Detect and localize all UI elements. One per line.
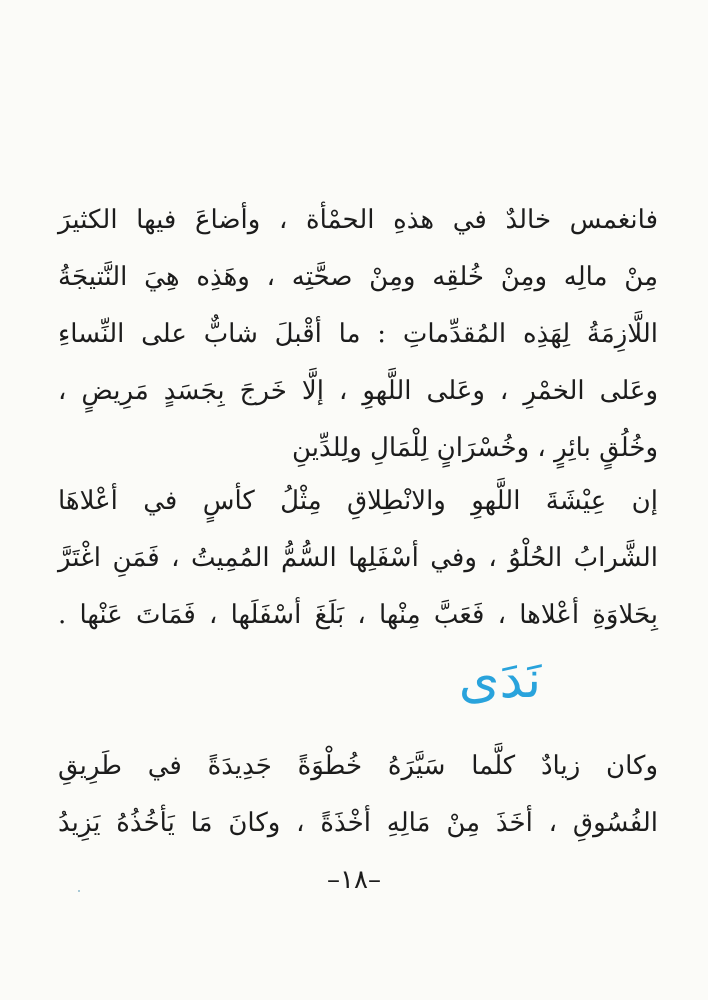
paragraph-line: الشَّرابُ الحُلْوُ ، وفي أسْفَلِها السُّمُّ المُمِيتُ ، فَمَنِ اغْتَرَّ — [58, 543, 658, 573]
paragraph-line: اللَّازِمَةُ لِهَذِه المُقدِّماتِ : ما أقْبلَ شابٌّ على النِّساءِ — [58, 319, 658, 349]
paragraph-line: إن عِيْشَةَ اللَّهوِ والانْطِلاقِ مِثْلُ كأسٍ في أعْلاهَا — [58, 486, 658, 516]
paragraph-line: وعَلى الخمْرِ ، وعَلى اللَّهوِ ، إلَّا خَرجَ بِجَسَدٍ مَرِيضٍ ، — [58, 376, 658, 406]
paper-speck — [78, 890, 80, 892]
paragraph-line: بِحَلاوَةِ أعْلاها ، فَعَبَّ مِنْها ، بَلَغَ أسْفَلَها ، فَمَاتَ عَنْها . — [58, 600, 658, 630]
paragraph-line: فانغمس خالدٌ في هذهِ الحمْأة ، وأضاعَ فيها الكثيرَ — [58, 205, 658, 235]
paragraph-three — [58, 738, 658, 852]
paragraph-line: مِنْ مالِه ومِنْ خُلقِه ومِنْ صحَّتِه ، وهَذِه هِيَ النَّتيجَةُ — [58, 262, 658, 292]
page-number: –١٨– — [327, 865, 381, 895]
paragraph-two — [58, 473, 658, 644]
paragraph-line: وكان زيادٌ كلَّما سَيَّرَهُ خُطْوَةً جَدِيدَةً في طَرِيقِ — [58, 751, 658, 781]
paragraph-one — [58, 192, 658, 477]
paragraph-line: الفُسُوقِ ، أخَذَ مِنْ مَالِهِ أخْذَةً ، وكانَ مَا يَأخُذُهُ يَزِيدُ — [58, 808, 658, 838]
paragraph-line: وخُلُقٍ بائِرٍ ، وخُسْرَانٍ لِلْمَالِ ولِلدِّينِ — [292, 433, 658, 463]
section-heading: نَدَى — [458, 650, 542, 710]
